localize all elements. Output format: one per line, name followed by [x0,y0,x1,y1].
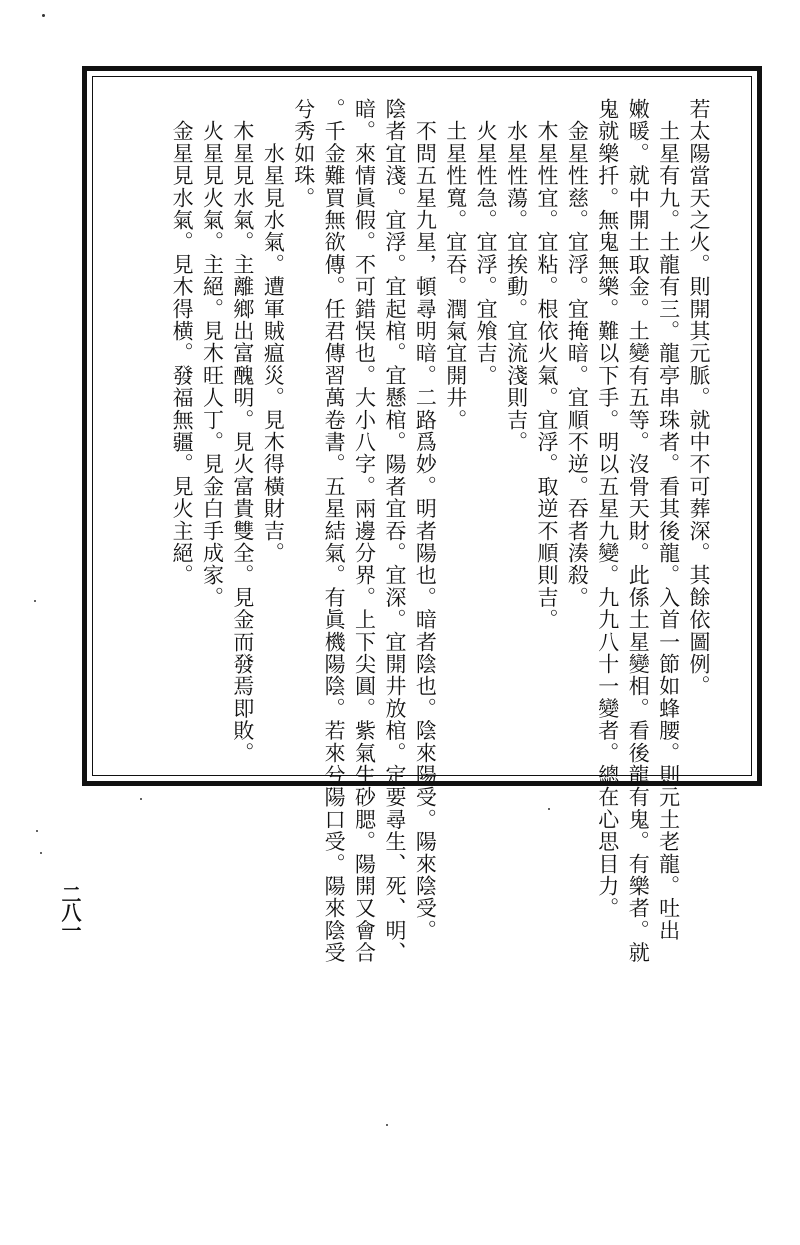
text-column-4: 鬼就樂扦。無鬼無樂。難以下手。明以五星九變。九九八十一變者。總在心思目力。 [595,98,620,920]
text-column-17: 火星見火氣。主絕。見木旺人丁。見金白手成家。 [200,98,225,609]
text-column-18: 金星見水氣。見木得横。發福無疆。見火主絕。 [170,98,195,587]
text-column-11: 陰者宜淺。宜浮。宜起棺。宜懸棺。陽者宜吞。宜深。宜開井放棺。定要尋生、死、明、 [382,98,407,964]
text-column-5: 金星性慈。宜浮。宜掩暗。宜順不逆。吞者湊殺。 [565,98,590,609]
text-column-14: 兮秀如珠。 [291,98,316,209]
text-column-8: 火星性急。宜浮。宜飧吉。 [474,98,499,387]
text-column-13: 。千金難買無欲傳。任君傳習萬卷書。五星結氣。有眞機陽陰。若來兮陽口受。陽來陰受 [322,98,347,964]
text-column-10: 不問五星九星，頓尋明暗。二路爲妙。明者陽也。暗者陰也。陰來陽受。陽來陰受。 [413,98,438,942]
scan-speck [140,798,142,800]
page-number: 二八一 [58,884,82,938]
scan-speck [548,808,550,810]
scan-speck [386,1124,388,1126]
text-column-16: 木星見水氣。主離鄉出富醜明。見火富貴雙全。見金而發焉即敗。 [230,98,255,764]
text-column-9: 土星性寬。宜吞。潤氣宜開井。 [443,98,468,431]
scan-speck [34,600,36,602]
scan-speck [40,852,42,854]
text-column-2: 土星有九。土龍有三。龍亭串珠者。看其後龍。入首一節如蜂腰。則元土老龍。吐出 [656,98,681,942]
text-column-6: 木星性宜。宜粘。根依火氣。宜浮。取逆不順則吉。 [534,98,559,631]
text-column-7: 水星性蕩。宜挨動。宜流淺則吉。 [504,98,529,454]
scan-speck [42,14,45,17]
text-column-3: 嫩暖。就中開土取金。土變有五等。沒骨天財。此係土星變相。看後龍有鬼。有樂者。就 [626,98,651,964]
text-column-1: 若太陽當天之火。則開其元脈。就中不可葬深。其餘依圖例。 [687,98,711,698]
scan-speck [36,830,38,832]
text-column-15: 水星見水氣。遭軍賊瘟災。見木得橫財吉。 [261,98,286,565]
vertical-text-body [106,98,714,964]
text-column-12: 暗。來情眞假。不可錯悮也。大小八字。兩邊分界。上下尖圓。紫氣生砂腮。陽開又會合 [352,98,377,964]
